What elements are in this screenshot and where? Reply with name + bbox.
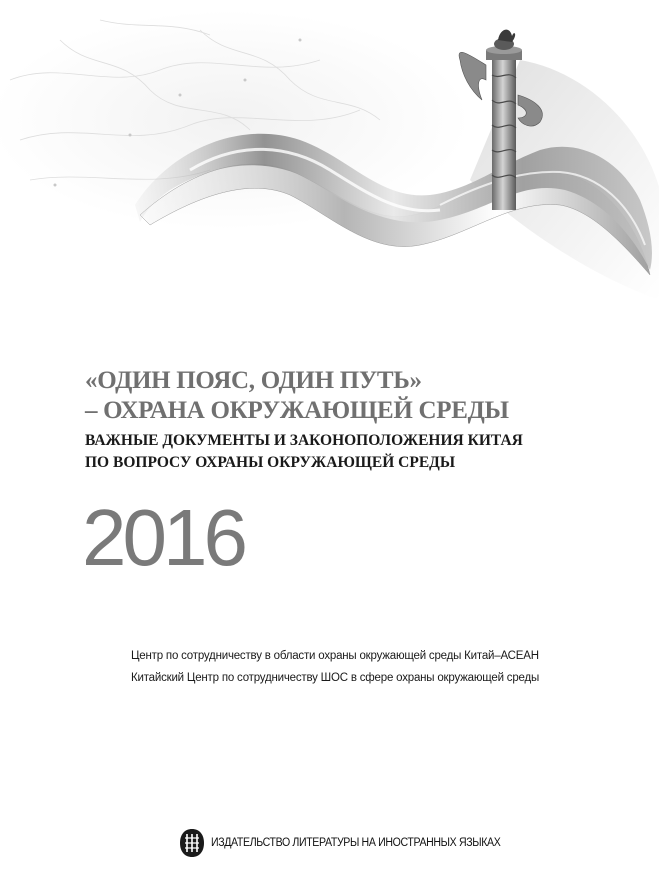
title-block <box>85 366 645 474</box>
organizations-block <box>131 645 539 689</box>
subtitle-line-1: ВАЖНЫЕ ДОКУМЕНТЫ И ЗАКОНОПОЛОЖЕНИЯ КИТАЯ <box>85 432 523 449</box>
main-title-line-1: «ОДИН ПОЯС, ОДИН ПУТЬ» <box>85 367 422 394</box>
cover-illustration <box>0 0 659 300</box>
main-title-line-2: – ОХРАНА ОКРУЖАЮЩЕЙ СРЕДЫ <box>85 397 509 424</box>
organization-line-2: Китайский Центр по сотрудничеству ШОС в сфере охраны окружающей среды <box>131 672 540 684</box>
subtitle-line-2: ПО ВОПРОСУ ОХРАНЫ ОКРУЖАЮЩЕЙ СРЕДЫ <box>85 454 456 471</box>
year-label: 2016 <box>82 493 244 582</box>
publisher-name: ИЗДАТЕЛЬСТВО ЛИТЕРАТУРЫ НА ИНОСТРАННЫХ ЯЗЫКАХ <box>211 837 501 849</box>
organization-line-1: Центр по сотрудничеству в области охраны окружающей среды Китай–АСЕАН <box>131 650 539 662</box>
publisher-block <box>179 828 526 858</box>
publisher-emblem-icon <box>179 828 205 858</box>
